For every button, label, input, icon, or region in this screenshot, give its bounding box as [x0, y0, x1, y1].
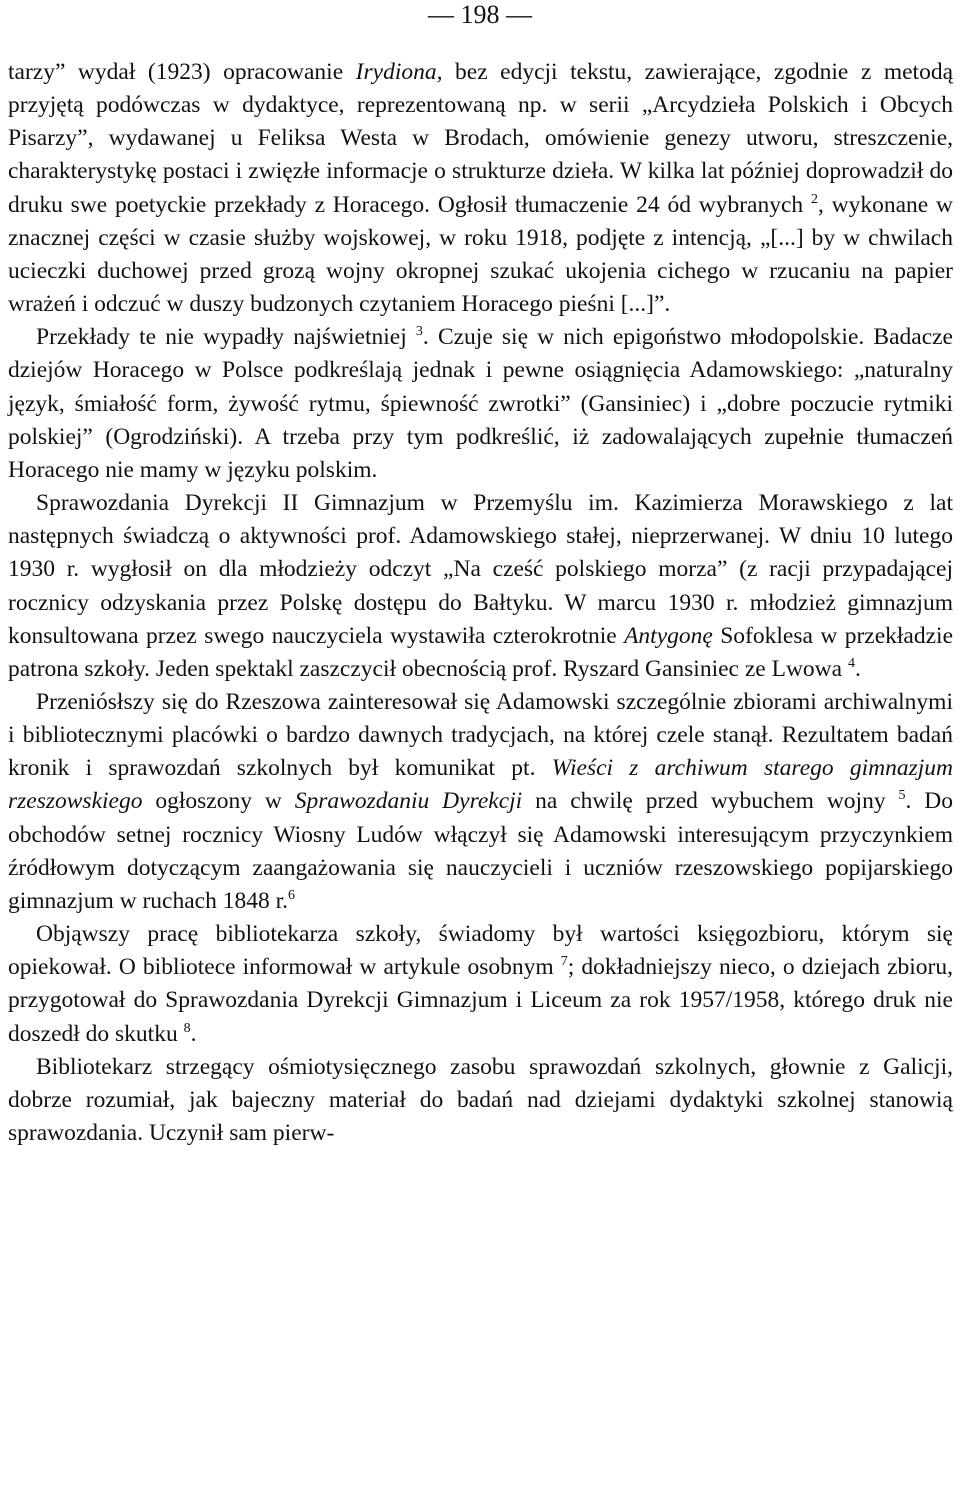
text-run: Sofoklesa w przekładzie patrona szkoły. Jeden spektakl zaszczycił obecnością prof. Ryszard Gansiniec ze Lwowa — [8, 622, 954, 682]
footnote-marker: 8 — [183, 1020, 191, 1036]
text-run: , wykonane w znacznej części w czasie służby wojskowej, w roku 1918, podjęte z intencją, „[...] by w chwilach ucieczki duchowej przed grozą wojny okropnej szukać ukojenia cichego w rzucaniu na papier wrażeń i odczuć w duszy budzonych czytaniem Horacego pieśni [...]”. — [8, 191, 953, 318]
footnote-marker: 5 — [898, 788, 906, 804]
paragraph-4 — [8, 686, 953, 918]
text-run: Sprawozdania Dyrekcji II Gimnazjum w Przemyślu im. Kazimierza Morawskiego z lat następnych świadczą o aktywności prof. Adamowskiego stałej, nieprzerwanej. W dniu 10 lutego 1930 r. wygłosił on dla młodzieży odczyt „Na cześć polskiego morza” (z racji przypadającej rocznicy odzyskania przez Polskę dostępu do Bałtyku. W marcu 1930 r. młodzież gimnazjum konsultowana przez swego nauczyciela wystawiła czterokrotnie — [8, 490, 953, 649]
text-run: Przekłady te nie wypadły najświetniej — [36, 324, 416, 351]
page-number: — 198 — — [428, 0, 532, 29]
footnote-marker: 3 — [415, 324, 423, 340]
text-run: Objąwszy pracę bibliotekarza szkoły, świadomy był wartości księgozbioru, którym się opiekował. O bibliotece informował w artykule osobnym — [8, 921, 953, 981]
text-run: bez edycji tekstu, zawierające, zgodnie z metodą przyjętą podówczas w dydaktyce, reprezentowaną np. w serii „Arcydzieła Polskich i Obcych Pisarzy”, wydawanej u Feliksa Westa w Brodach, omówienie genezy utworu, streszczenie, charakterystykę postaci i zwięzłe informacje o strukturze dzieła. W kilka lat później doprowadził do druku swe poetyckie przekłady z Horacego. Ogłosił tłumaczenie 24 ód wybranych — [8, 59, 953, 218]
paragraph-6 — [8, 1051, 953, 1150]
text-run: ogłoszony w — [142, 788, 295, 815]
text-run: . Do obchodów setnej rocznicy Wiosny Ludów włączył się Adamowski interesującym przyczynkiem źródłowym dotyczącym zaangażowania się nauczycieli i uczniów rzeszowskiego popijarskiego gimnazjum w ruchach 1848 r. — [8, 788, 953, 914]
text-run: Bibliotekarz strzegący ośmiotysięcznego zasobu sprawozdań szkolnych, głownie z Galicji, dobrze rozumiał, jak bajeczny materiał do badań nad dziejami dydaktyki szkolnej stanowią sprawozdania. Uczynił sam pierw- — [8, 1053, 953, 1146]
text-run: . — [190, 1020, 197, 1047]
paragraph-1 — [8, 56, 953, 321]
page-body — [8, 56, 953, 1150]
footnote-marker: 7 — [560, 954, 568, 970]
italic-title: Sprawozdaniu Dyrekcji — [294, 788, 523, 815]
italic-title: Irydiona, — [355, 59, 443, 85]
text-run: Przeniósłszy się do Rzeszowa zainteresował się Adamowski szczególnie zbiorami archiwalnymi i bibliotecznymi placówki o bardzo dawnych tradycjach, na której czele stanął. Rezultatem badań kronik i sprawozdań szkolnych był komunikat pt. — [8, 688, 953, 782]
italic-title: Antygonę — [624, 622, 713, 649]
text-run: ; dokładniejszy nieco, o dziejach zbioru, przygotował do Sprawozdania Dyrekcji Gimnazjum i Liceum za rok 1957/1958, którego druk nie doszedł do skutku — [8, 954, 953, 1047]
footnote-marker: 6 — [287, 888, 295, 904]
text-run: tarzy” wydał (1923) opracowanie — [8, 59, 356, 85]
paragraph-2 — [8, 321, 953, 487]
paragraph-5 — [8, 918, 953, 1051]
paragraph-3 — [8, 487, 953, 686]
page-header — [0, 0, 960, 30]
italic-title: Wieści z archiwum starego gimnazjum rzeszowskiego — [8, 755, 954, 815]
text-run: na chwilę przed wybuchem wojny — [522, 788, 899, 815]
text-run: . — [854, 655, 861, 682]
text-run: . Czuje się w nich epigoństwo młodopolskie. Badacze dziejów Horacego w Polsce podkreślają jednak i pewne osiągnięcia Adamowskiego: „naturalny język, śmiałość form, żywość rytmu, śpiewność zwrotki” (Gansiniec) i „dobre poczucie rytmiki polskiej” (Ogrodziński). A trzeba przy tym podkreślić, iż zadowalających zupełnie tłumaczeń Horacego nie mamy w języku polskim. — [8, 324, 953, 483]
footnote-marker: 2 — [810, 191, 818, 207]
footnote-marker: 4 — [847, 655, 855, 671]
